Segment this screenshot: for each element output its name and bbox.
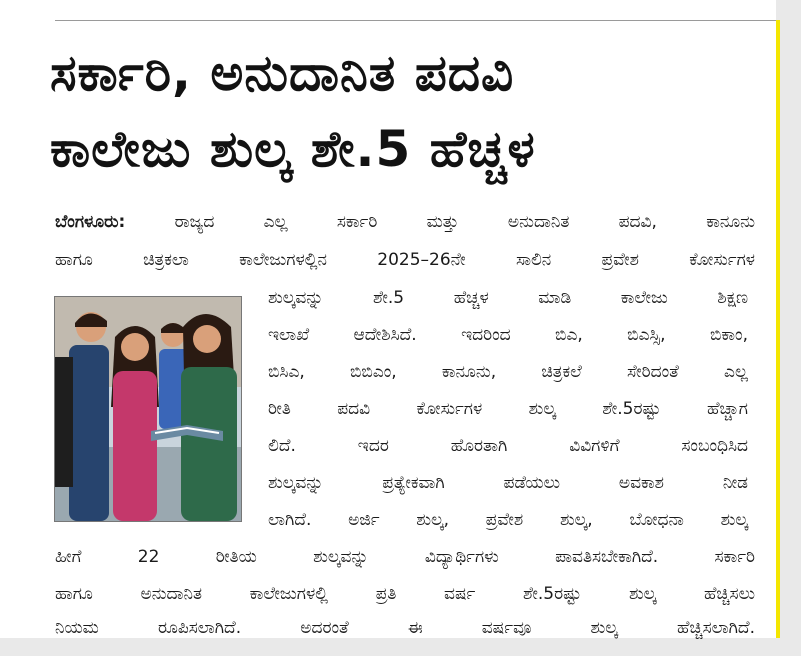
body-line-1-text: ರಾಜ್ಯದ ಎಲ್ಲ ಸರ್ಕಾರಿ ಮತ್ತು ಅನುದಾನಿತ ಪದವಿ, ಕಾನೂನು [125, 212, 755, 232]
body-line-2: ಹಾಗೂ ಚಿತ್ರಕಲಾ ಕಾಲೇಜುಗಳಲ್ಲಿನ 2025–26ನೇ ಸಾಲಿನ ಪ್ರವೇಶ ಕೋರ್ಸುಗಳ [55, 250, 755, 270]
headline-line-2: ಕಾಲೇಜು ಶುಲ್ಕ ಶೇ.5 ಹೆಚ್ಚಳ [50, 120, 536, 178]
body-line-10: ಹೀಗೆ 22 ರೀತಿಯ ಶುಲ್ಕವನ್ನು ವಿದ್ಯಾರ್ಥಿಗಳು ಪಾವತಿಸಬೇಕಾಗಿದೆ. ಸರ್ಕಾರಿ [55, 547, 755, 567]
body-line-12: ನಿಯಮ ರೂಪಿಸಲಾಗಿದೆ. ಅದರಂತೆ ಈ ವರ್ಷವೂ ಶುಲ್ಕ ಹೆಚ್ಚಿಸಲಾಗಿದೆ. [55, 618, 755, 638]
body-line-3: ಶುಲ್ಕವನ್ನು ಶೇ.5 ಹೆಚ್ಚಳ ಮಾಡಿ ಕಾಲೇಜು ಶಿಕ್ಷಣ [268, 288, 748, 308]
body-line-8: ಶುಲ್ಕವನ್ನು ಪ್ರತ್ಯೇಕವಾಗಿ ಪಡೆಯಲು ಅವಕಾಶ ನೀಡ [268, 473, 748, 493]
students-photo [54, 296, 242, 522]
body-line-9: ಲಾಗಿದೆ. ಅರ್ಜಿ ಶುಲ್ಕ, ಪ್ರವೇಶ ಶುಲ್ಕ, ಬೋಧನಾ ಶುಲ್ಕ [268, 510, 748, 530]
student-right-figure [181, 314, 237, 521]
body-line-4: ಇಲಾಖೆ ಆದೇಶಿಸಿದೆ. ಇದರಿಂದ ಬಿಎ, ಬಿಎಸ್ಸಿ, ಬಿಕಾಂ, [268, 325, 748, 345]
top-divider [55, 20, 776, 21]
body-line-1 [55, 212, 755, 232]
student-center-figure [111, 326, 159, 521]
body-line-11: ಹಾಗೂ ಅನುದಾನಿತ ಕಾಲೇಜುಗಳಲ್ಲಿ ಪ್ರತಿ ವರ್ಷ ಶೇ.5ರಷ್ಟು ಶುಲ್ಕ ಹೆಚ್ಚಿಸಲು [55, 584, 755, 604]
yellow-accent-rule [776, 20, 780, 638]
body-line-5: ಬಿಸಿಎ, ಬಿಬಿಎಂ, ಕಾನೂನು, ಚಿತ್ರಕಲೆ ಸೇರಿದಂತೆ ಎಲ್ಲ [268, 362, 748, 382]
body-line-7: ಲಿದೆ. ಇದರ ಹೊರತಾಗಿ ವಿವಿಗಳಿಗೆ ಸಂಬಂಧಿಸಿದ [268, 436, 748, 456]
headline-line-1: ಸರ್ಕಾರಿ, ಅನುದಾನಿತ ಪದವಿ [50, 44, 515, 102]
dateline: ಬೆಂಗಳೂರು: [55, 212, 126, 232]
body-line-6: ರೀತಿ ಪದವಿ ಕೋರ್ಸುಗಳ ಶುಲ್ಕ ಶೇ.5ರಷ್ಟು ಹೆಚ್ಚಾಗ [268, 399, 748, 419]
